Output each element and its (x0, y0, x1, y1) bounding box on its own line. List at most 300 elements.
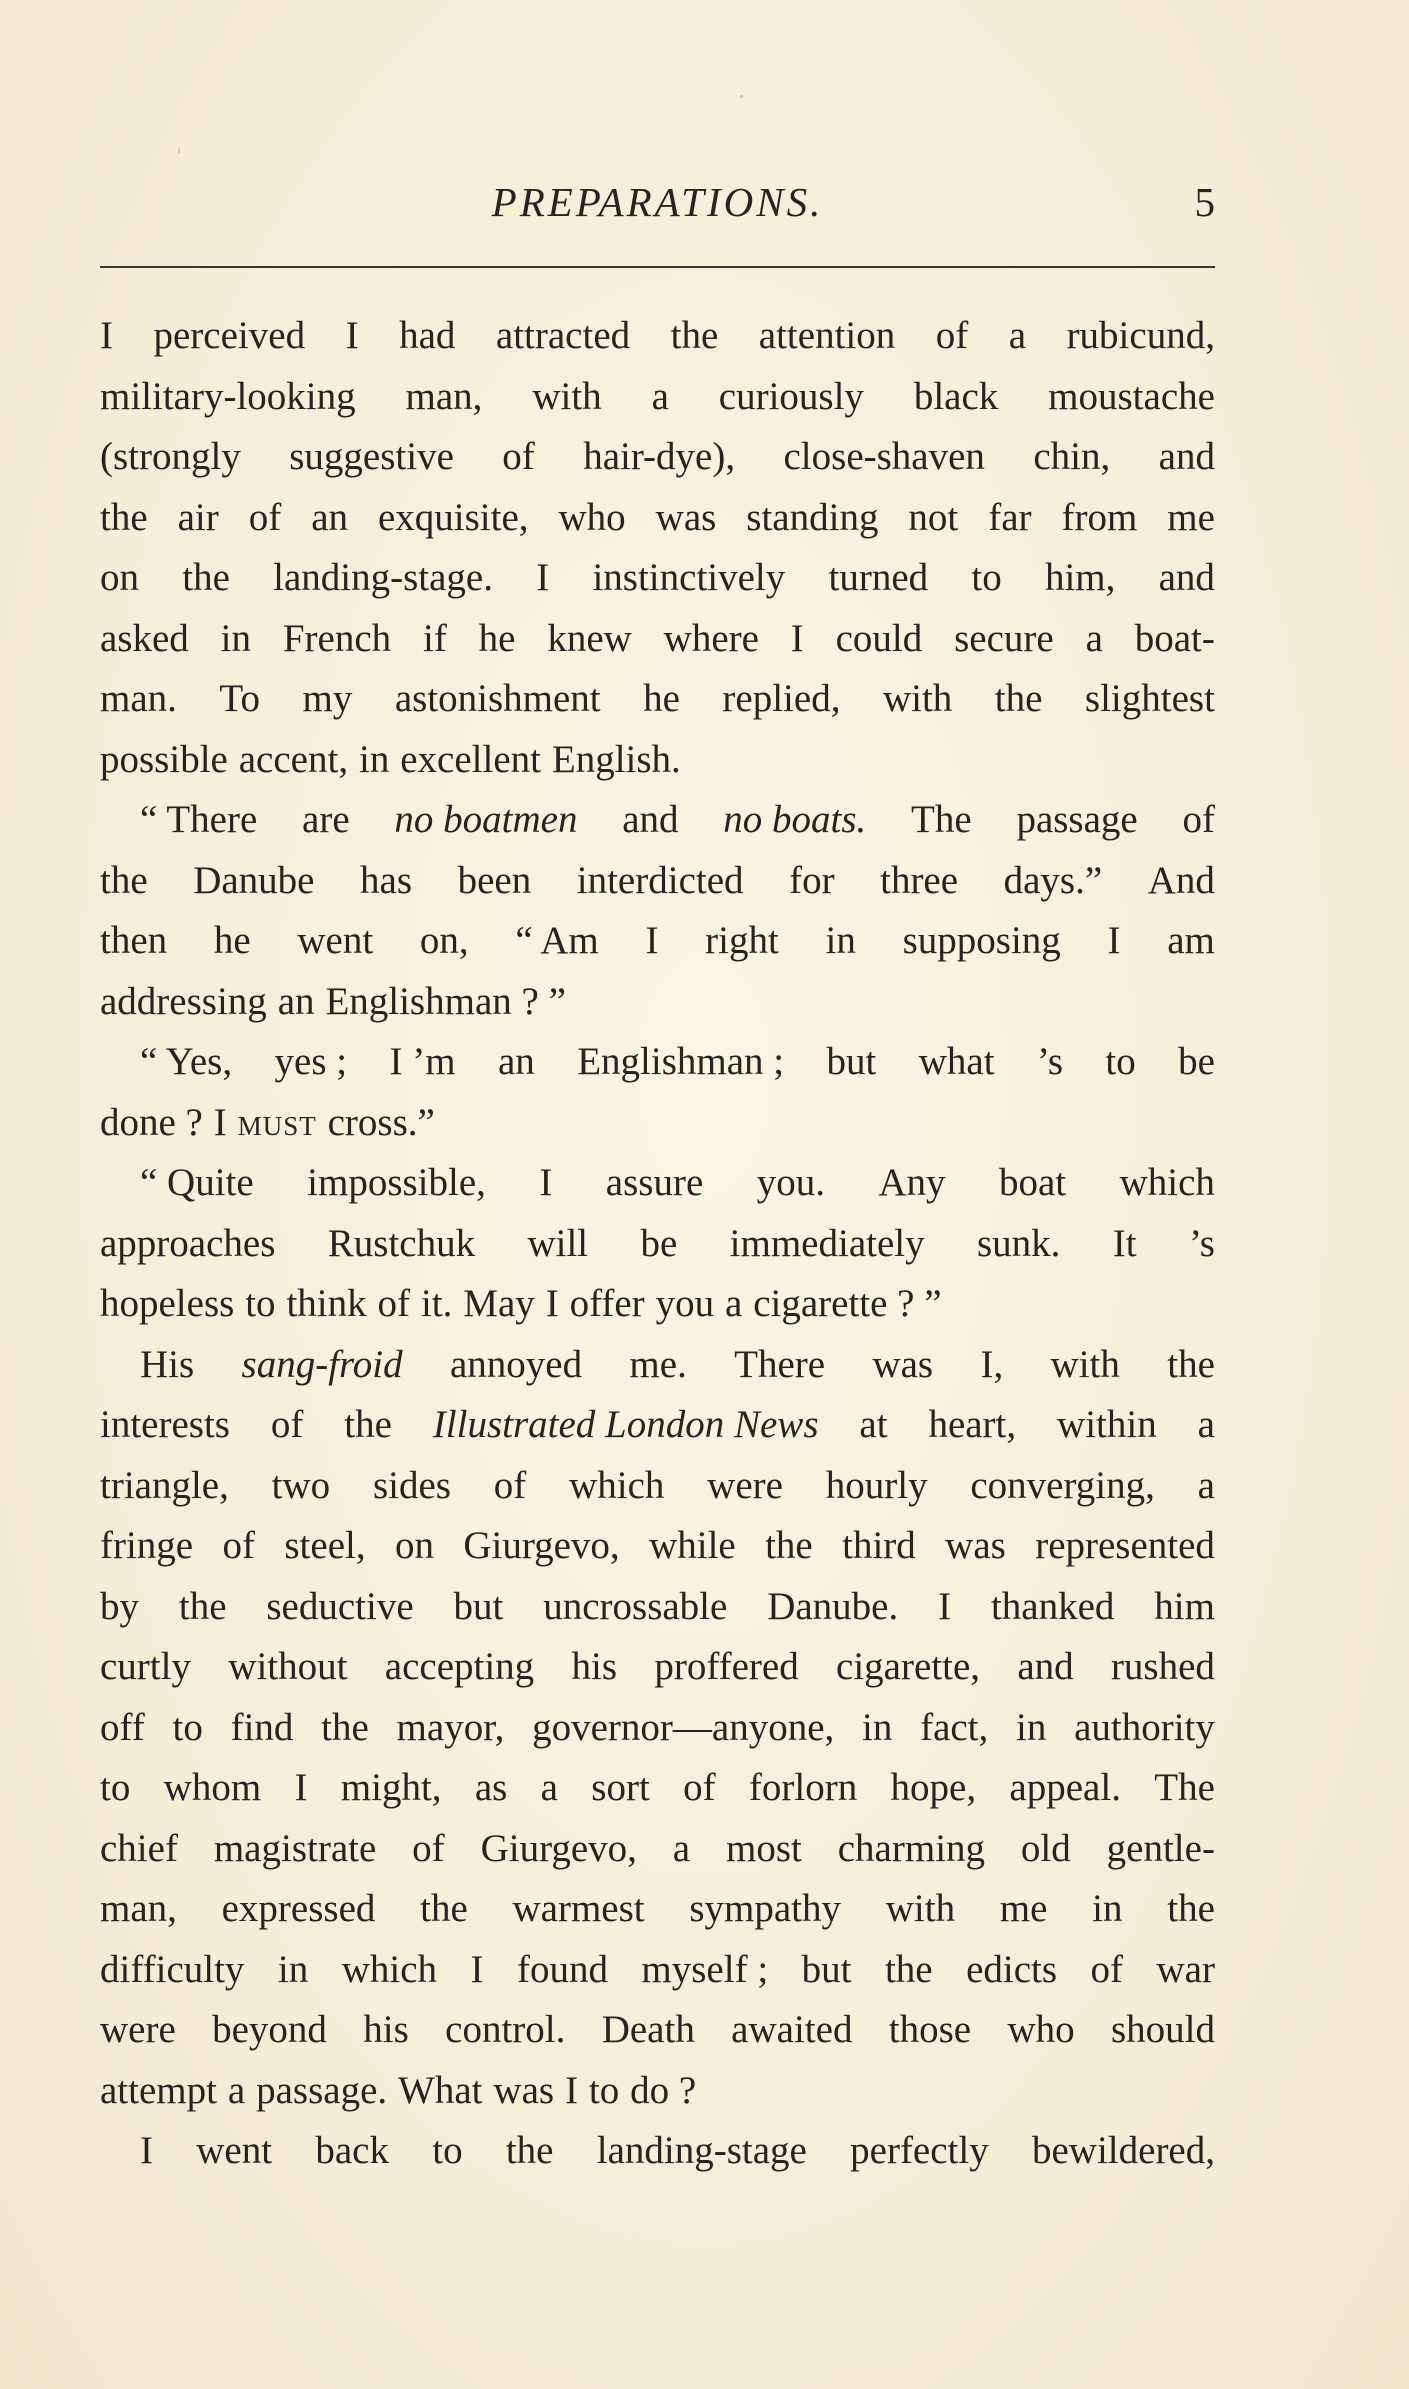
word: from (1061, 495, 1138, 539)
word: cross.” (327, 1100, 435, 1144)
word: of (412, 1826, 445, 1870)
word: standing (746, 495, 879, 539)
word: who (1007, 2008, 1075, 2051)
word: will (527, 1221, 589, 1265)
word: governor—anyone, (532, 1705, 835, 1749)
word: the (178, 1584, 227, 1628)
word: fringe (100, 1524, 194, 1567)
word: passage. (256, 2068, 388, 2112)
word: yes ; (274, 1040, 348, 1083)
word: the (420, 1887, 468, 1930)
word: the (670, 314, 719, 357)
word: proffered (654, 1645, 799, 1688)
word: bewildered, (1031, 2129, 1215, 2172)
header-rule (100, 266, 1215, 268)
word: addressing (100, 979, 267, 1023)
body-text (100, 306, 1215, 2182)
word: of (683, 1766, 716, 1809)
word: in (1092, 1887, 1123, 1930)
word: think (286, 1282, 367, 1325)
word: on (100, 556, 139, 599)
word: attracted (495, 314, 631, 357)
word: who (558, 495, 626, 539)
word: a (540, 1766, 558, 1809)
running-title: PREPARATIONS. (491, 179, 824, 225)
word: forlorn (748, 1766, 858, 1809)
word: awaited (731, 2008, 853, 2051)
page-number: 5 (1194, 179, 1215, 225)
text-line (100, 1335, 1215, 1396)
word: uncrossable (543, 1584, 728, 1628)
word: his (571, 1645, 618, 1688)
word: boat (999, 1161, 1067, 1204)
word: Death (601, 2008, 695, 2051)
word: for (789, 858, 835, 902)
word: authority (1074, 1705, 1215, 1749)
word: close-shaven (783, 435, 985, 478)
text-line (100, 488, 1215, 549)
word: (strongly (100, 435, 241, 478)
word: May (463, 1282, 535, 1325)
word: ’s (1036, 1040, 1063, 1083)
italic-phrase: no boatmen (394, 798, 578, 841)
word: do ? (630, 2068, 697, 2112)
text-line (100, 1698, 1215, 1759)
word: assure (605, 1161, 704, 1204)
text-line (100, 1940, 1215, 2001)
text-line (100, 972, 1215, 1033)
word: to (588, 2068, 620, 2112)
word: in (1016, 1705, 1047, 1749)
word: knew (547, 616, 632, 660)
word: has (360, 858, 413, 902)
small-caps-word: must (237, 1100, 317, 1144)
word: curtly (100, 1645, 191, 1688)
word: what (918, 1040, 995, 1083)
word: I (539, 1161, 553, 1204)
word: cigarette ? ” (753, 1282, 942, 1325)
word: with (885, 1887, 956, 1930)
word: been (457, 858, 532, 902)
word: not (908, 495, 959, 539)
word: of (222, 1524, 255, 1567)
word: I (345, 314, 359, 357)
word: far (988, 495, 1032, 539)
word: interdicted (576, 858, 744, 902)
word: he (213, 919, 251, 962)
word: gentle- (1106, 1826, 1215, 1870)
word: whom (163, 1766, 262, 1809)
word: but (453, 1584, 504, 1628)
word: my (302, 677, 353, 720)
word: control. (445, 2008, 566, 2051)
word: a (651, 374, 669, 418)
word: secure (954, 616, 1054, 660)
word: man. (100, 677, 177, 720)
word: I (213, 1100, 227, 1144)
word: perfectly (850, 2129, 989, 2172)
word: I (645, 919, 659, 962)
text-line (100, 1274, 1215, 1335)
word: “ There (140, 798, 258, 841)
word: him, (1044, 556, 1116, 599)
word: I (1107, 919, 1121, 962)
text-line (100, 911, 1215, 972)
word: but (826, 1040, 877, 1083)
text-line (100, 730, 1215, 791)
text-line (100, 1577, 1215, 1638)
word: seductive (266, 1584, 414, 1628)
word: and (1158, 556, 1215, 599)
word: I (545, 1282, 559, 1325)
word: Giurgevo, (463, 1524, 620, 1567)
word: landing-stage. (273, 556, 493, 599)
word: of (1182, 798, 1215, 841)
word: and (622, 798, 679, 841)
word: in (277, 1947, 309, 1991)
word: boat- (1134, 616, 1215, 660)
word: I (470, 1947, 484, 1991)
word: I, (980, 1342, 1004, 1386)
word: man, (405, 374, 483, 418)
word: I (938, 1584, 952, 1628)
word: those (888, 2008, 972, 2051)
text-line (100, 306, 1215, 367)
word: cigarette, (836, 1645, 980, 1688)
word: him (1154, 1584, 1215, 1628)
word: went (297, 919, 374, 962)
paper-speck (178, 148, 180, 154)
text-line (100, 2000, 1215, 2061)
word: warmest (512, 1887, 645, 1930)
word: then (100, 919, 168, 962)
word: air (177, 495, 219, 539)
text-line (100, 609, 1215, 670)
word: back (315, 2129, 389, 2172)
word: with (532, 374, 602, 418)
word: by (100, 1584, 139, 1628)
word: military-looking (100, 374, 356, 418)
text-line (100, 1637, 1215, 1698)
word: if (423, 616, 447, 660)
word: to (245, 1282, 276, 1325)
word: it. (420, 1282, 453, 1325)
word: you (655, 1282, 715, 1325)
word: rushed (1110, 1645, 1215, 1688)
word: be (1178, 1040, 1215, 1083)
word: most (726, 1826, 802, 1870)
text-line (100, 790, 1215, 851)
word: There (734, 1342, 826, 1386)
word: a (1008, 314, 1027, 357)
text-line (100, 1093, 1215, 1154)
word: his (363, 2008, 409, 2051)
word: expressed (221, 1887, 376, 1930)
word: passage (1016, 798, 1138, 841)
word: without (228, 1645, 348, 1688)
word: to (432, 2129, 463, 2172)
word: the (765, 1524, 813, 1567)
word: Giurgevo, (480, 1826, 637, 1870)
word: offer (569, 1282, 645, 1325)
word: me. (629, 1342, 687, 1386)
word: within (1057, 1403, 1157, 1446)
word: off (100, 1705, 145, 1749)
word: three (880, 858, 959, 902)
word: hair-dye), (583, 435, 736, 478)
word: to (172, 1705, 203, 1749)
word: turned (828, 556, 929, 599)
word: are (302, 798, 350, 841)
word: heart, (928, 1403, 1017, 1446)
word: me (1167, 495, 1215, 539)
text-line (100, 1395, 1215, 1456)
word: impossible, (307, 1161, 486, 1204)
word: in (862, 1705, 893, 1749)
word: where (663, 616, 759, 660)
word: in (358, 737, 390, 781)
word: was (872, 1342, 934, 1386)
word: I ’m (389, 1040, 456, 1083)
word: annoyed (449, 1342, 583, 1386)
word: he (478, 616, 516, 660)
word: Englishman ; (577, 1040, 785, 1083)
word: appeal. (1009, 1766, 1121, 1809)
text-line (100, 1456, 1215, 1517)
word: a (1085, 616, 1103, 660)
word: And (1147, 858, 1215, 902)
word: sides (372, 1463, 451, 1507)
word: perceived (153, 314, 306, 357)
word: the (321, 1705, 369, 1749)
text-line (100, 1214, 1215, 1275)
word: mayor, (396, 1705, 505, 1749)
text-line (100, 1032, 1215, 1093)
word: converging, (970, 1463, 1155, 1507)
word: I (294, 1766, 308, 1809)
word: asked (100, 616, 189, 660)
word: the (505, 2129, 554, 2172)
word: exquisite, (377, 495, 529, 539)
italic-phrase: Illustrated London News (432, 1403, 819, 1446)
word: in (825, 919, 856, 962)
word: the (100, 495, 148, 539)
word: days.” (1003, 858, 1103, 902)
word: I (140, 2129, 153, 2172)
word: Danube (193, 858, 315, 902)
text-line (100, 1879, 1215, 1940)
word: might, (340, 1766, 442, 1809)
word: a (672, 1826, 691, 1870)
word: the (344, 1403, 392, 1446)
word: the (994, 677, 1043, 720)
word: Danube. (767, 1584, 899, 1628)
word: ’s (1188, 1221, 1215, 1265)
word: approaches (100, 1221, 276, 1265)
word: to (100, 1766, 131, 1809)
word: of (493, 1463, 527, 1507)
word: with (1050, 1342, 1120, 1386)
word: old (1020, 1826, 1071, 1870)
word: immediately (729, 1221, 925, 1265)
word: should (1110, 2008, 1215, 2051)
word: charming (837, 1826, 986, 1870)
word: two (271, 1463, 331, 1507)
word: third (842, 1524, 916, 1567)
word: was (655, 495, 717, 539)
word: were (100, 2008, 176, 2051)
word: rubicund, (1066, 314, 1215, 357)
text-line (100, 1758, 1215, 1819)
word: a (1197, 1463, 1215, 1507)
word: I (564, 2068, 578, 2112)
word: the (1167, 1887, 1215, 1930)
word: magistrate (213, 1826, 377, 1870)
word: interests (100, 1403, 230, 1446)
word: to (1105, 1040, 1136, 1083)
word: war (1156, 1947, 1215, 1991)
word: of (270, 1403, 304, 1446)
text-line (100, 427, 1215, 488)
paper-speck (740, 95, 743, 98)
word: in (220, 616, 251, 660)
word: were (707, 1463, 783, 1507)
word: supposing (902, 919, 1061, 962)
word: the (1167, 1342, 1215, 1386)
word: landing-stage (596, 2129, 807, 2172)
word: possible (100, 737, 228, 781)
word: sunk. (976, 1221, 1061, 1265)
word: which (1119, 1161, 1215, 1204)
word: accent, (238, 737, 349, 781)
word: of (935, 314, 969, 357)
text-line (100, 1516, 1215, 1577)
word: am (1167, 919, 1215, 962)
word: “ Quite (140, 1161, 254, 1204)
text-line (100, 851, 1215, 912)
word: attention (758, 314, 896, 357)
word: represented (1035, 1524, 1215, 1567)
italic-phrase: no boats. (723, 798, 867, 841)
word: an (277, 979, 315, 1023)
word: hopeless (100, 1282, 235, 1325)
word: The (1154, 1766, 1215, 1809)
word: “ Am (515, 919, 599, 962)
text-line (100, 367, 1215, 428)
word: French (282, 616, 392, 660)
word: of (1090, 1947, 1123, 1991)
word: moustache (1048, 374, 1215, 418)
word: sympathy (689, 1887, 842, 1930)
word: chin, (1033, 435, 1111, 478)
word: and (1158, 435, 1215, 478)
word: sort (591, 1766, 650, 1809)
word: excellent (400, 737, 541, 781)
word: a (724, 1282, 743, 1325)
word: the (100, 858, 148, 902)
word: which (341, 1947, 438, 1991)
word: me (999, 1887, 1048, 1930)
word: right (705, 919, 779, 962)
word: was (493, 2068, 555, 2112)
word: “ Yes, (140, 1040, 233, 1083)
word: went (196, 2129, 273, 2172)
word: accepting (384, 1645, 535, 1688)
text-line (100, 1819, 1215, 1880)
word: What (398, 2068, 483, 2112)
word: replied, (722, 677, 841, 720)
word: myself ; (641, 1947, 769, 1991)
italic-phrase: sang-froid (241, 1342, 403, 1386)
word: difficulty (100, 1947, 245, 1991)
word: I (536, 556, 550, 599)
word: a (1197, 1403, 1215, 1446)
word: Rustchuk (327, 1221, 476, 1265)
word: you. (756, 1161, 825, 1204)
word: an (497, 1040, 535, 1083)
text-line (100, 1153, 1215, 1214)
word: slightest (1084, 677, 1215, 720)
running-head (100, 170, 1215, 240)
word: at (859, 1403, 888, 1446)
word: while (649, 1524, 736, 1567)
word: of (502, 435, 535, 478)
word: done ? (100, 1100, 203, 1144)
word: The (911, 798, 972, 841)
word: beyond (212, 2008, 327, 2051)
word: To (219, 677, 260, 720)
text-line (100, 669, 1215, 730)
word: which (569, 1463, 665, 1507)
word: hourly (825, 1463, 928, 1507)
word: find (230, 1705, 294, 1749)
word: as (474, 1766, 508, 1809)
word: the (884, 1947, 933, 1991)
word: black (913, 374, 999, 418)
word: His (140, 1342, 195, 1386)
word: of (248, 495, 282, 539)
word: had (399, 314, 456, 357)
word: instinctively (592, 556, 786, 599)
word: on, (419, 919, 469, 962)
word: I (100, 314, 113, 357)
word: steel, (284, 1524, 366, 1567)
word: a (227, 2068, 246, 2112)
word: on (394, 1524, 434, 1567)
word: he (643, 677, 680, 720)
word: could (835, 616, 923, 660)
word: edicts (966, 1947, 1058, 1991)
word: It (1112, 1221, 1137, 1265)
word: and (1017, 1645, 1074, 1688)
word: attempt (100, 2068, 217, 2112)
word: hope, (890, 1766, 977, 1809)
word: to (971, 556, 1002, 599)
word: fact, (920, 1705, 989, 1749)
word: with (882, 677, 953, 720)
word: the (182, 556, 230, 599)
word: man, (100, 1887, 177, 1930)
word: thanked (990, 1584, 1115, 1628)
word: but (801, 1947, 852, 1991)
word: was (945, 1524, 1006, 1567)
word: curiously (718, 374, 864, 418)
word: suggestive (289, 435, 454, 478)
word: astonishment (394, 677, 601, 720)
word: Englishman ? ” (325, 979, 566, 1023)
text-line (100, 2121, 1215, 2182)
word: an (311, 495, 349, 539)
